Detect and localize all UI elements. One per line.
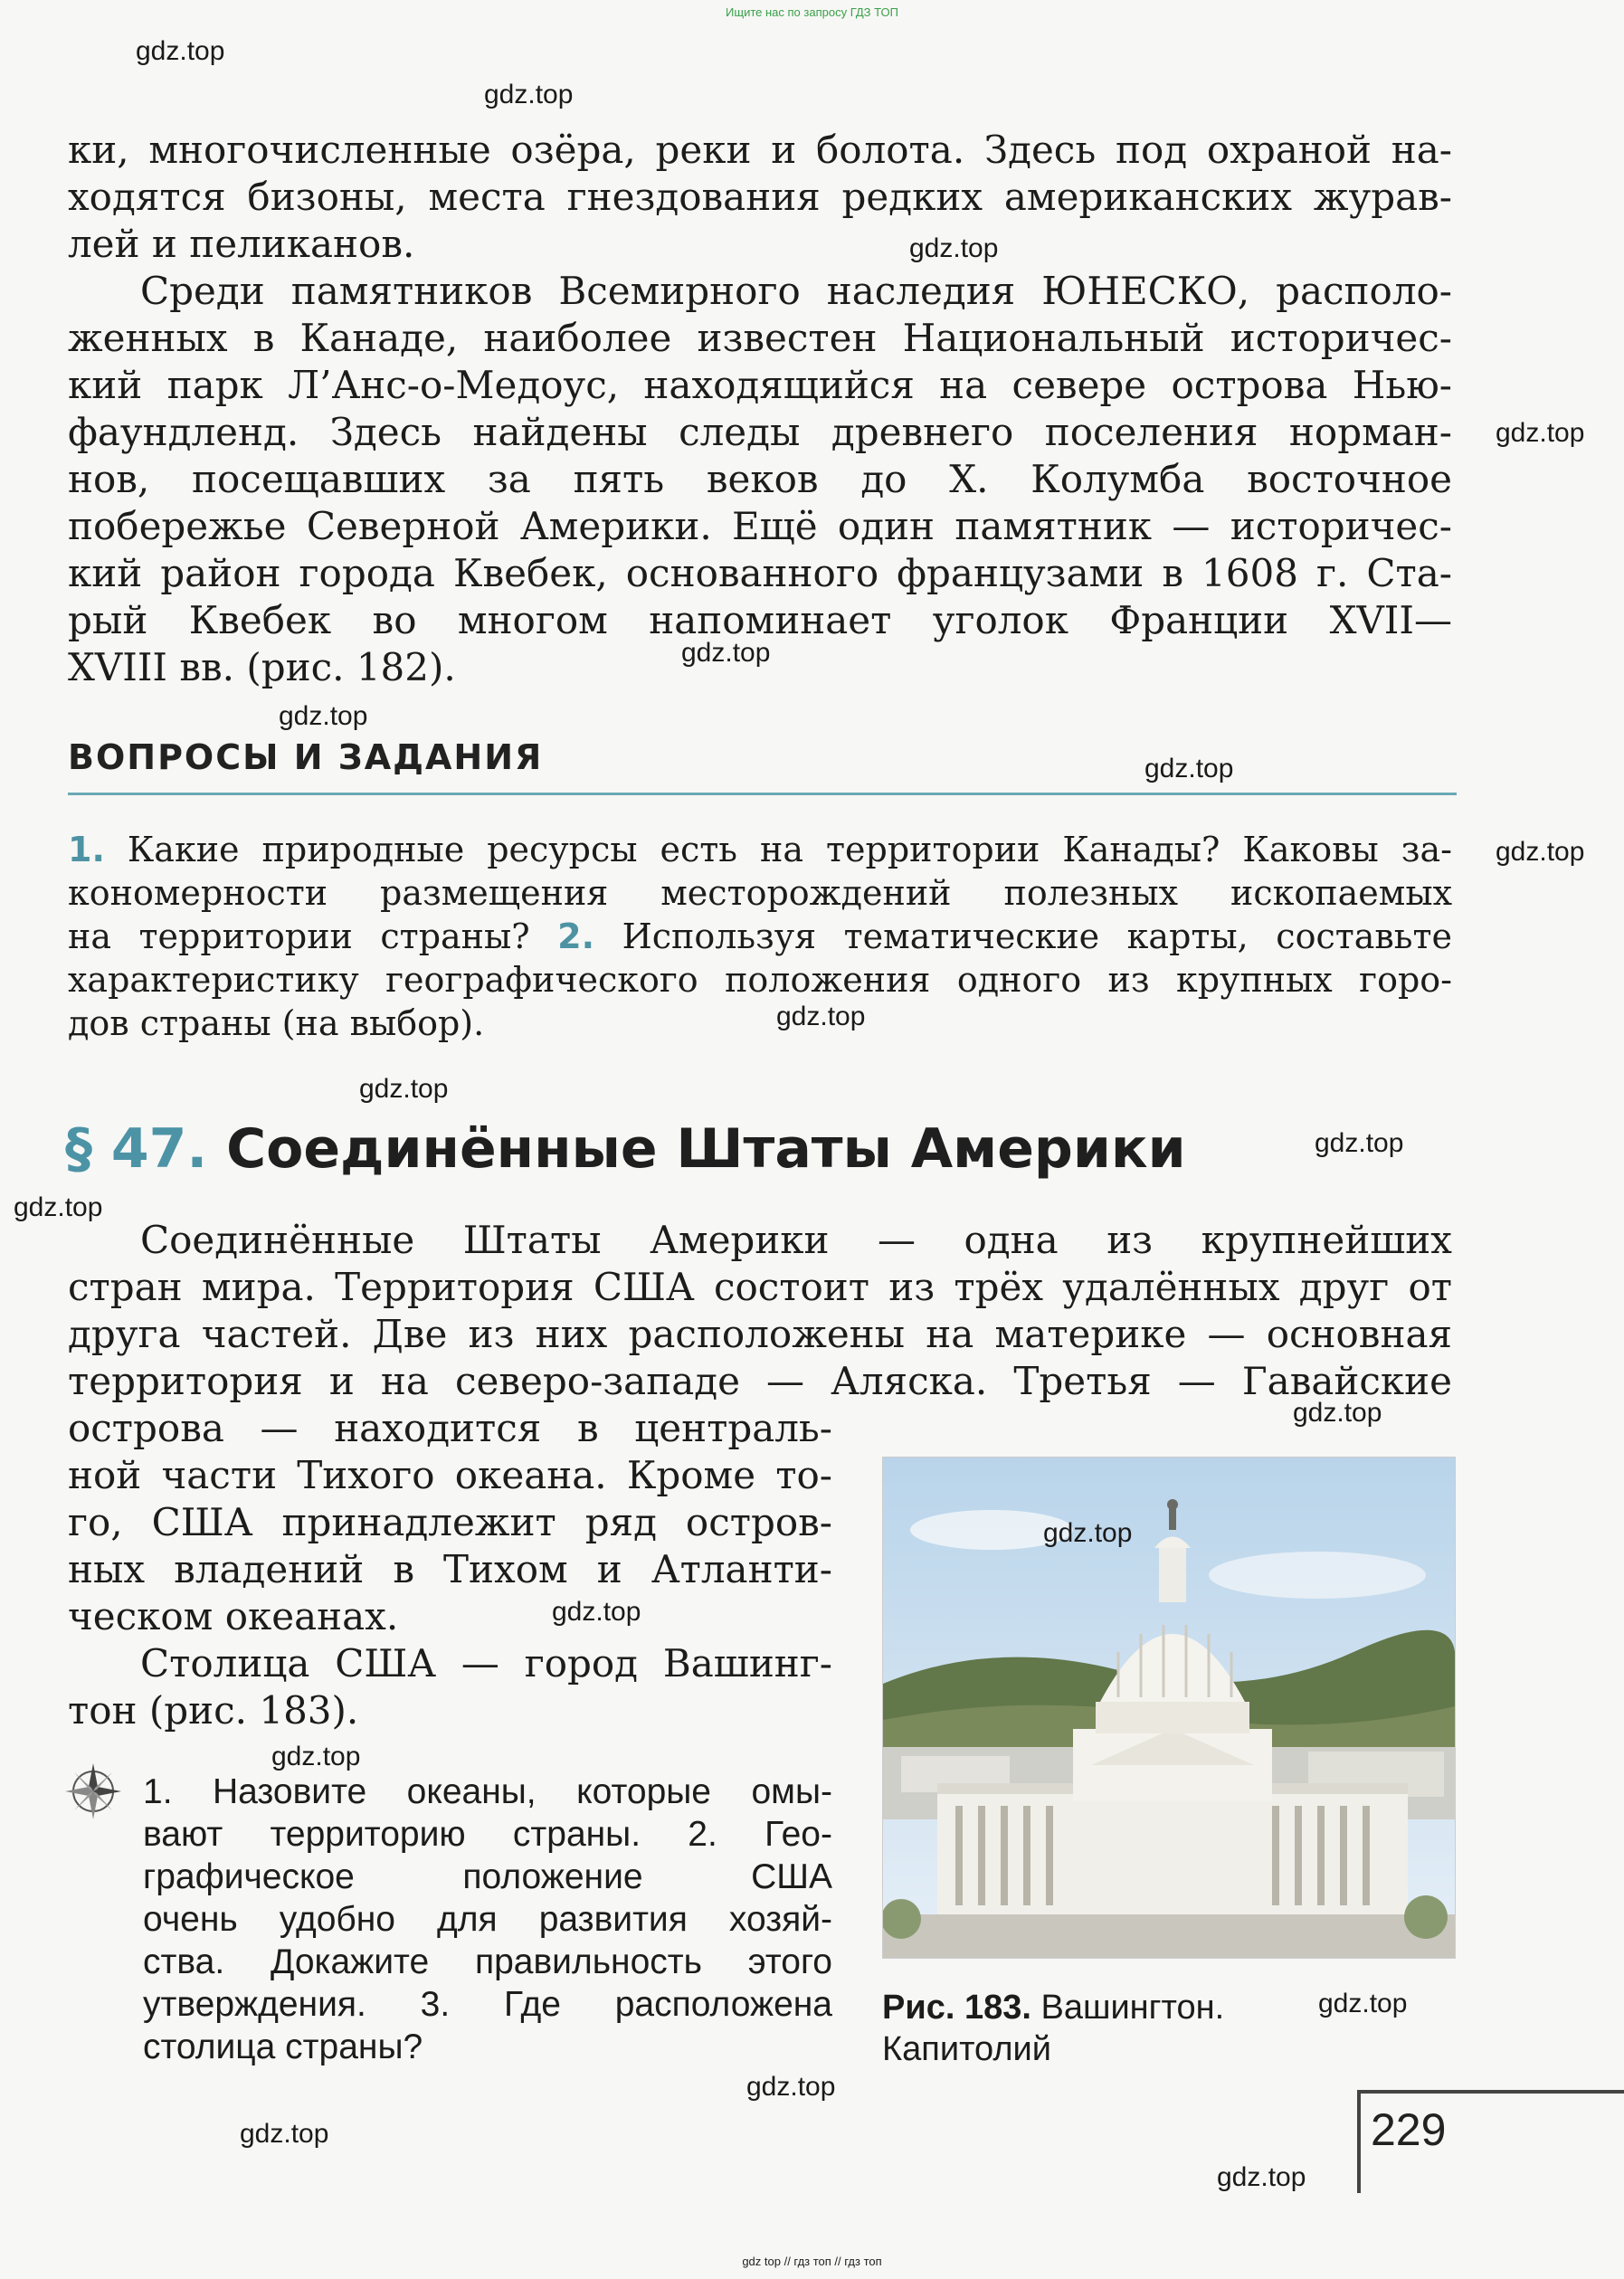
- text-line: нов, посещавших за пять веков до Х. Колумба восточное: [68, 457, 1452, 501]
- text-line: рый Квебек во многом напоминает уголок Франции XVII—: [68, 598, 1452, 642]
- question-number: 1.: [68, 830, 105, 869]
- watermark: gdz.top: [279, 701, 368, 731]
- watermark: gdz.top: [776, 1002, 866, 1031]
- text-line: территория и на северо-западе — Аляска. Третья — Гавайские: [68, 1359, 1452, 1403]
- text-line: побережье Северной Америки. Ещё один памятник — историчес-: [68, 504, 1452, 548]
- watermark: gdz.top: [1496, 418, 1585, 448]
- task-line: вают территорию страны. 2. Гео-: [143, 1815, 832, 1854]
- question-line: характеристику географического положения одного из крупных горо-: [68, 960, 1452, 1000]
- watermark: gdz.top: [14, 1192, 103, 1222]
- top-banner[interactable]: Ищите нас по запросу ГДЗ ТОП: [726, 5, 898, 19]
- text-line: ной части Тихого океана. Кроме то-: [68, 1453, 832, 1497]
- page-number: 229: [1371, 2104, 1447, 2155]
- task-line: ства. Докажите правильность этого: [143, 1942, 832, 1981]
- watermark: gdz.top: [681, 638, 771, 668]
- bottom-banner: gdz top // гдз топ // гдз топ: [742, 2255, 882, 2268]
- watermark: gdz.top: [909, 233, 999, 263]
- text-line: друга частей. Две из них расположены на материке — основная: [68, 1312, 1452, 1356]
- questions-heading: ВОПРОСЫ И ЗАДАНИЯ: [68, 737, 544, 777]
- text-line: ных владений в Тихом и Атланти-: [68, 1547, 832, 1591]
- figure-label: Рис. 183.: [882, 1989, 1031, 2027]
- text-line: Среди памятников Всемирного наследия ЮНЕСКО, располо-: [140, 269, 1452, 313]
- question-line: 1. Какие природные ресурсы есть на территории Канады? Каковы за-: [68, 830, 1452, 869]
- watermark: gdz.top: [1217, 2162, 1306, 2192]
- task-line: столица страны?: [143, 2027, 423, 2066]
- text-line: ки, многочисленные озёра, реки и болота. Здесь под охраной на-: [68, 128, 1452, 172]
- watermark: gdz.top: [1144, 754, 1234, 783]
- watermark: gdz.top: [1293, 1398, 1382, 1428]
- question-number: 2.: [557, 916, 595, 956]
- text-line: острова — находится в централь-: [68, 1406, 832, 1450]
- watermark: gdz.top: [552, 1597, 641, 1627]
- watermark: gdz.top: [240, 2119, 329, 2149]
- text-line: ходятся бизоны, места гнездования редких американских журав-: [68, 175, 1452, 219]
- watermark: gdz.top: [746, 2072, 836, 2102]
- text-line: фаундленд. Здесь найдены следы древнего поселения норман-: [68, 410, 1452, 454]
- question-line: кономерности размещения месторождений полезных ископаемых: [68, 873, 1452, 913]
- text-line: Столица США — город Вашинг-: [140, 1641, 832, 1686]
- task-line: утверждения. 3. Где расположена: [143, 1985, 832, 2024]
- text-line: лей и пеликанов.: [68, 222, 415, 266]
- question-line: дов страны (на выбор).: [68, 1003, 485, 1043]
- text-line: женных в Канаде, наиболее известен Национальный историчес-: [68, 316, 1452, 360]
- text-line: Соединённые Штаты Америки — одна из крупнейших: [140, 1218, 1452, 1262]
- heading-divider: [68, 793, 1457, 795]
- text-line: го, США принадлежит ряд остров-: [68, 1500, 832, 1544]
- watermark: gdz.top: [1496, 837, 1585, 867]
- text-line: кий район города Квебек, основанного французами в 1608 г. Ста-: [68, 551, 1452, 595]
- text-line: кий парк Л’Анс-о-Медоус, находящийся на севере острова Нью-: [68, 363, 1452, 407]
- watermark: gdz.top: [1318, 1989, 1408, 2018]
- watermark: gdz.top: [359, 1074, 449, 1104]
- section-number: § 47.: [65, 1117, 208, 1181]
- watermark: gdz.top: [1043, 1518, 1133, 1548]
- text-line: XVIII вв. (рис. 182).: [68, 645, 456, 689]
- text-line: тон (рис. 183).: [68, 1688, 359, 1733]
- figure-caption: Рис. 183. Вашингтон.: [882, 1989, 1225, 2027]
- text-line: стран мира. Территория США состоит из трёх удалённых друг от: [68, 1265, 1452, 1309]
- question-line: на территории страны? 2. Используя тематические карты, составьте: [68, 916, 1452, 956]
- watermark: gdz.top: [1315, 1128, 1404, 1158]
- text-line: ческом океанах.: [68, 1594, 399, 1638]
- watermark: gdz.top: [136, 36, 225, 66]
- task-line: графическое положение США: [143, 1857, 832, 1896]
- watermark: gdz.top: [271, 1742, 361, 1771]
- task-line: 1. Назовите океаны, которые омы-: [143, 1772, 832, 1811]
- section-title: § 47. Соединённые Штаты Америки: [65, 1117, 1186, 1181]
- capitol-photo: [882, 1457, 1456, 1959]
- task-line: очень удобно для развития хозяй-: [143, 1900, 832, 1939]
- figure-caption-line2: Капитолий: [882, 2030, 1051, 2068]
- compass-rose-icon: [62, 1760, 125, 1823]
- watermark: gdz.top: [484, 80, 574, 109]
